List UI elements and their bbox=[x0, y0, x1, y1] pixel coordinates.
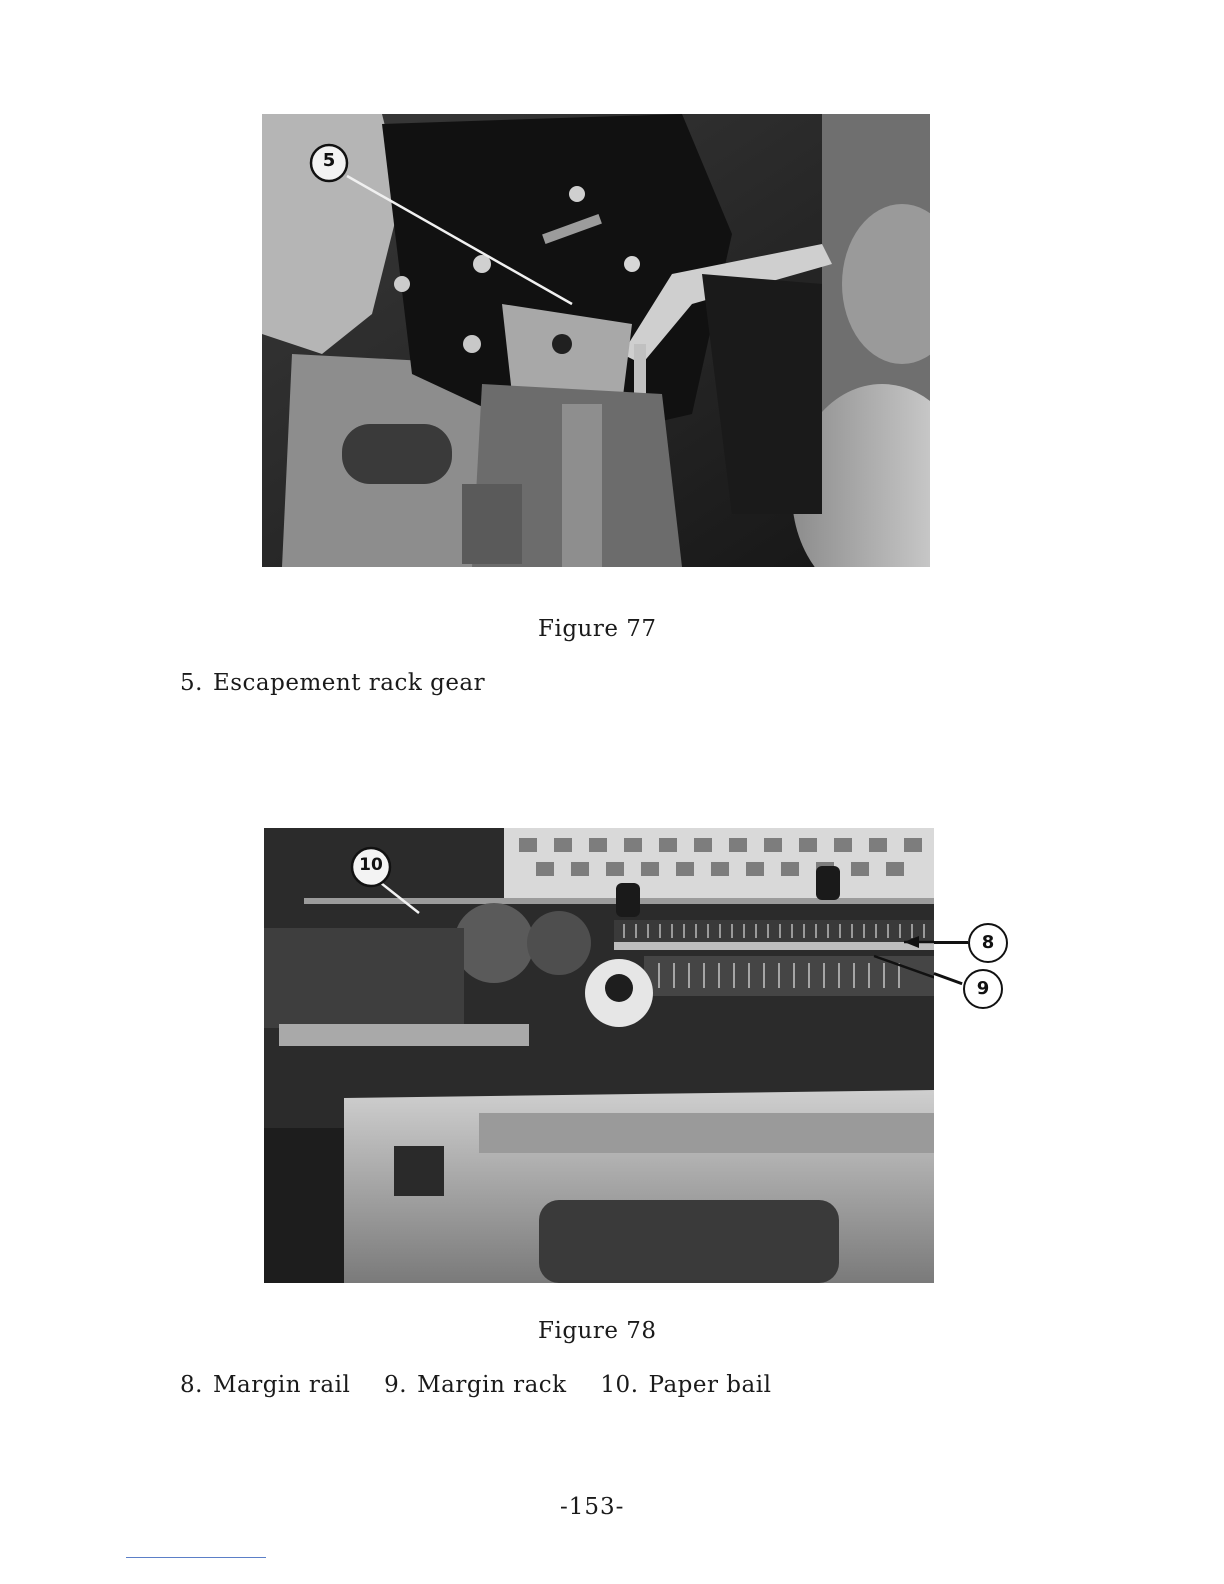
legend-number: 10. bbox=[600, 1372, 639, 1398]
figure-78-caption: Figure 78 bbox=[538, 1318, 657, 1344]
figure-77-caption: Figure 77 bbox=[538, 616, 657, 642]
callout-label-8: 8 bbox=[981, 932, 995, 953]
callout-arrow-9 bbox=[934, 972, 963, 985]
legend-item-margin-rail bbox=[180, 1372, 350, 1398]
callout-label-10: 10 bbox=[359, 855, 383, 875]
figure-78-photo bbox=[264, 828, 934, 1283]
legend-label: Escapement rack gear bbox=[212, 670, 486, 696]
legend-label: Margin rail bbox=[212, 1372, 351, 1398]
legend-item-paper-bail bbox=[600, 1372, 771, 1398]
legend-number: 5. bbox=[180, 670, 203, 696]
legend-label: Paper bail bbox=[648, 1372, 772, 1398]
legend-item-margin-rack bbox=[384, 1372, 566, 1398]
callout-9 bbox=[963, 969, 1003, 1009]
legend-number: 8. bbox=[180, 1372, 203, 1398]
figure-77-legend bbox=[180, 670, 485, 696]
legend-label: Margin rack bbox=[417, 1372, 567, 1398]
legend-number: 9. bbox=[384, 1372, 408, 1398]
legend-item-escapement-rack-gear bbox=[180, 670, 485, 696]
callout-8 bbox=[968, 923, 1008, 963]
figure-77-photo bbox=[262, 114, 930, 567]
callout-label-5: 5 bbox=[322, 150, 336, 171]
callout-label-9: 9 bbox=[976, 978, 990, 999]
callout-arrow-8 bbox=[934, 941, 968, 944]
footer-rule bbox=[126, 1557, 266, 1558]
figure-78-legend bbox=[180, 1372, 771, 1398]
page-number: -153- bbox=[560, 1494, 625, 1520]
